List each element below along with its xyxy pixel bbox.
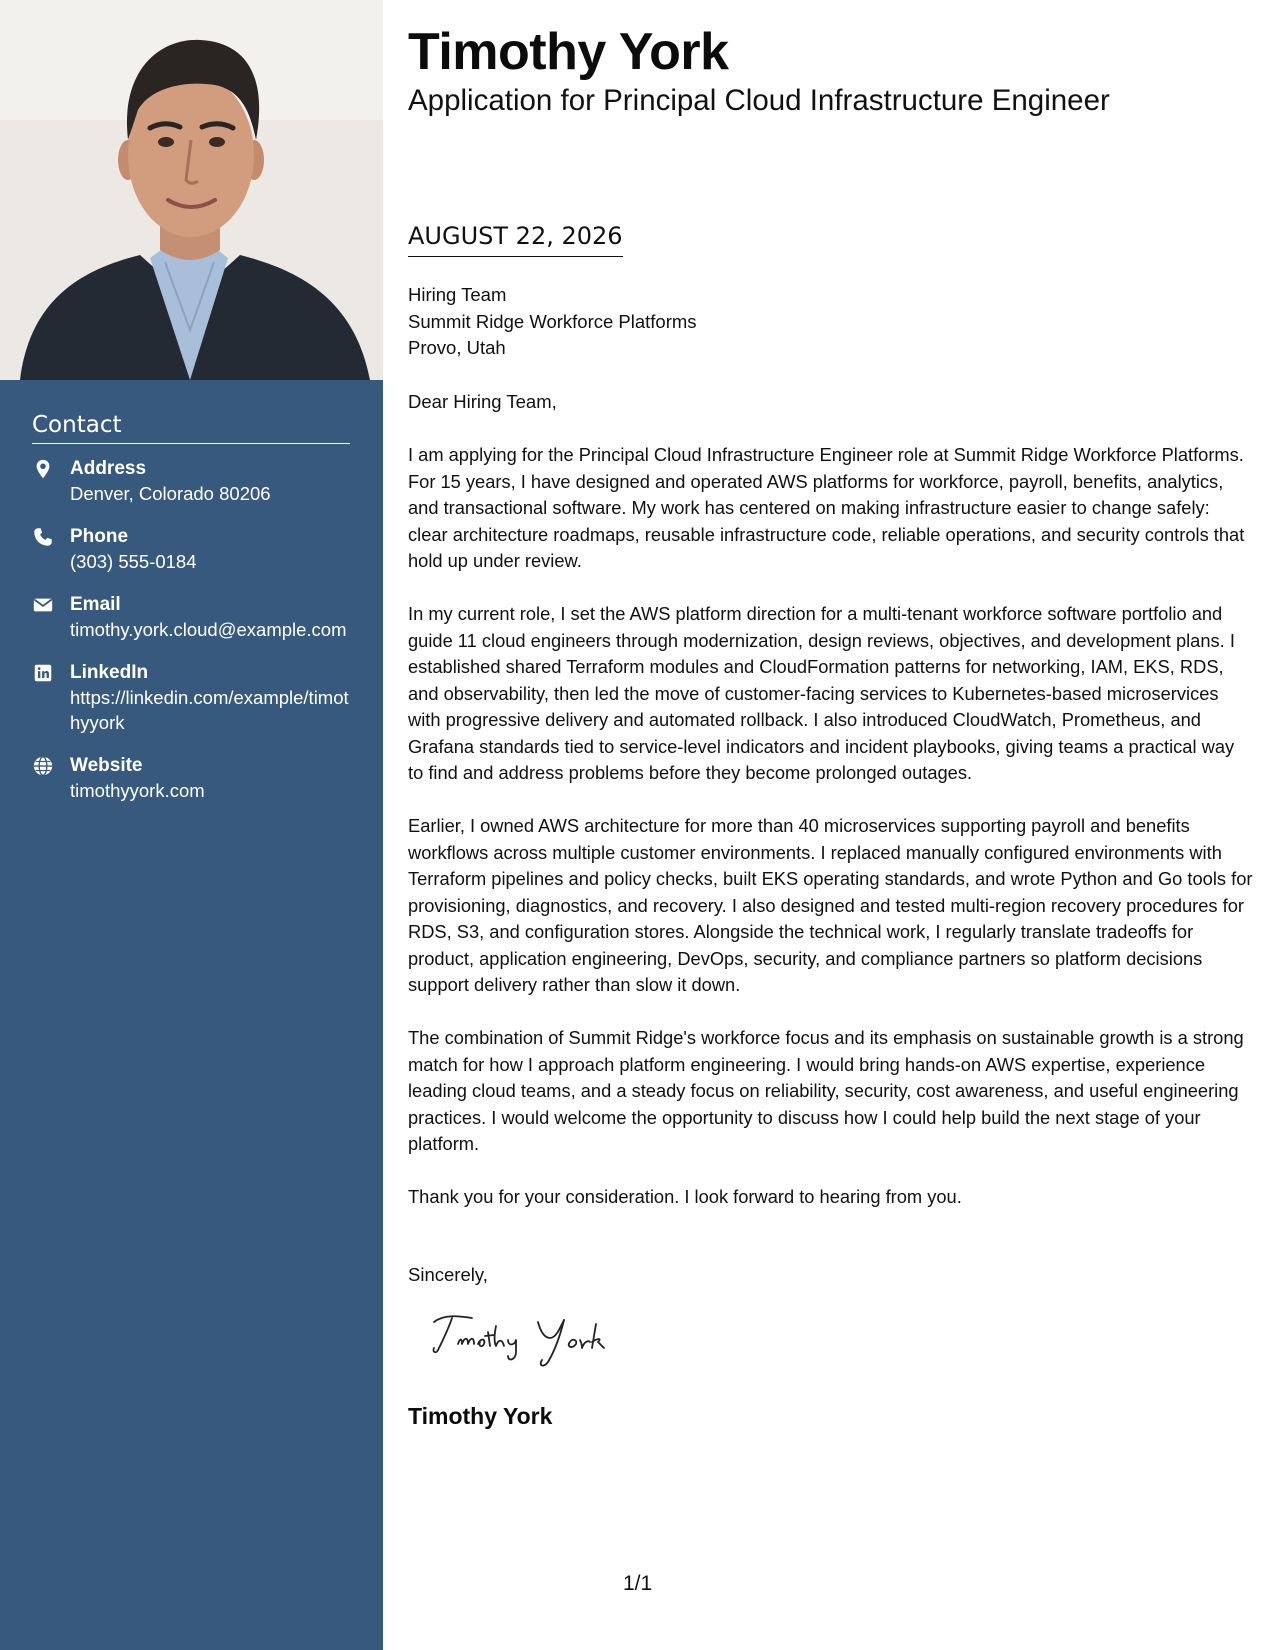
linkedin-icon	[32, 662, 54, 684]
contact-item-email	[32, 592, 352, 642]
body-paragraph: In my current role, I set the AWS platform direction for a multi-tenant workforce software portfolio and guide 11 cloud engineers through modernization, design reviews, objectives, and development plans. I established shared Terraform modules and CloudFormation patterns for networking, IAM, EKS, RDS, and observability, then led the move of customer-facing services to Kubernetes-based microservices with progressive delivery and automated rollback. I also introduced CloudWatch, Prometheus, and Grafana standards tied to service-level indicators and incident playbooks, giving teams a practical way to find and address problems before they become prolonged outages.	[408, 603, 1235, 783]
contact-label: Website	[70, 755, 143, 776]
contact-address-value: Denver, Colorado 80206	[70, 483, 271, 504]
contact-label: Address	[70, 458, 147, 479]
contact-phone-value: (303) 555-0184	[70, 551, 197, 572]
location-pin-icon	[32, 458, 54, 480]
body-paragraph: I am applying for the Principal Cloud Infrastructure Engineer role at Summit Ridge Workforce Platforms. For 15 years, I have designed and operated AWS platforms for workforce, payroll, benefits, analytics, and transactional software. My work has centered on making infrastructure easier to change safely: clear architecture roadmaps, reusable infrastructure code, reliable operations, and security controls that hold up under review.	[408, 444, 1245, 571]
phone-icon	[32, 526, 54, 548]
applicant-name: Timothy York	[408, 23, 729, 81]
contact-item-address	[32, 456, 352, 506]
sidebar	[0, 0, 383, 1650]
envelope-icon	[32, 594, 54, 616]
contact-email-value[interactable]: timothy.york.cloud@example.com	[70, 619, 347, 640]
contact-item-phone	[32, 524, 352, 574]
contact-list	[32, 456, 352, 821]
contact-item-website	[32, 753, 352, 803]
contact-heading: Contact	[32, 412, 350, 444]
recipient-line: Summit Ridge Workforce Platforms	[408, 310, 697, 332]
recipient-line: Hiring Team	[408, 284, 507, 305]
globe-icon	[32, 755, 54, 777]
contact-website-value[interactable]: timothyyork.com	[70, 780, 205, 801]
contact-label: LinkedIn	[70, 662, 149, 683]
letter-body	[408, 442, 1254, 1237]
contact-linkedin-value[interactable]: https://linkedin.com/example/timothyyork	[70, 687, 349, 733]
signed-name: Timothy York	[408, 1403, 553, 1429]
body-paragraph: Thank you for your consideration. I look forward to hearing from you.	[408, 1186, 962, 1207]
profile-photo	[0, 0, 383, 380]
contact-item-linkedin	[32, 660, 352, 735]
closing: Sincerely,	[408, 1264, 488, 1285]
body-paragraph: The combination of Summit Ridge's workforce focus and its emphasis on sustainable growth is a strong match for how I approach platform engineering. I would bring hands-on AWS expertise, experience leading cloud teams, and a steady focus on reliability, security, cost awareness, and useful engineering practices. I would welcome the opportunity to discuss how I could help build the next stage of your platform.	[408, 1027, 1244, 1154]
recipient-block	[408, 282, 697, 362]
contact-label: Phone	[70, 526, 129, 547]
handwritten-signature	[430, 1308, 660, 1370]
body-paragraph: Earlier, I owned AWS architecture for more than 40 microservices supporting payroll and benefits workflows across multiple customer environments. I replaced manually configured environments with Terraform pipelines and policy checks, built EKS operating standards, and wrote Python and Go tools for provisioning, diagnostics, and recovery. I also designed and tested multi-region recovery procedures for RDS, S3, and configuration stores. Alongside the technical work, I regularly translate tradeoffs for product, application engineering, DevOps, security, and compliance partners so platform decisions support delivery rather than slow it down.	[408, 815, 1253, 995]
page-number: 1/1	[623, 1572, 653, 1595]
contact-label: Email	[70, 594, 121, 615]
recipient-line: Provo, Utah	[408, 337, 506, 358]
application-subtitle: Application for Principal Cloud Infrastructure Engineer	[408, 84, 1110, 117]
greeting: Dear Hiring Team,	[408, 391, 557, 412]
letter-date: AUGUST 22, 2026	[408, 222, 623, 257]
